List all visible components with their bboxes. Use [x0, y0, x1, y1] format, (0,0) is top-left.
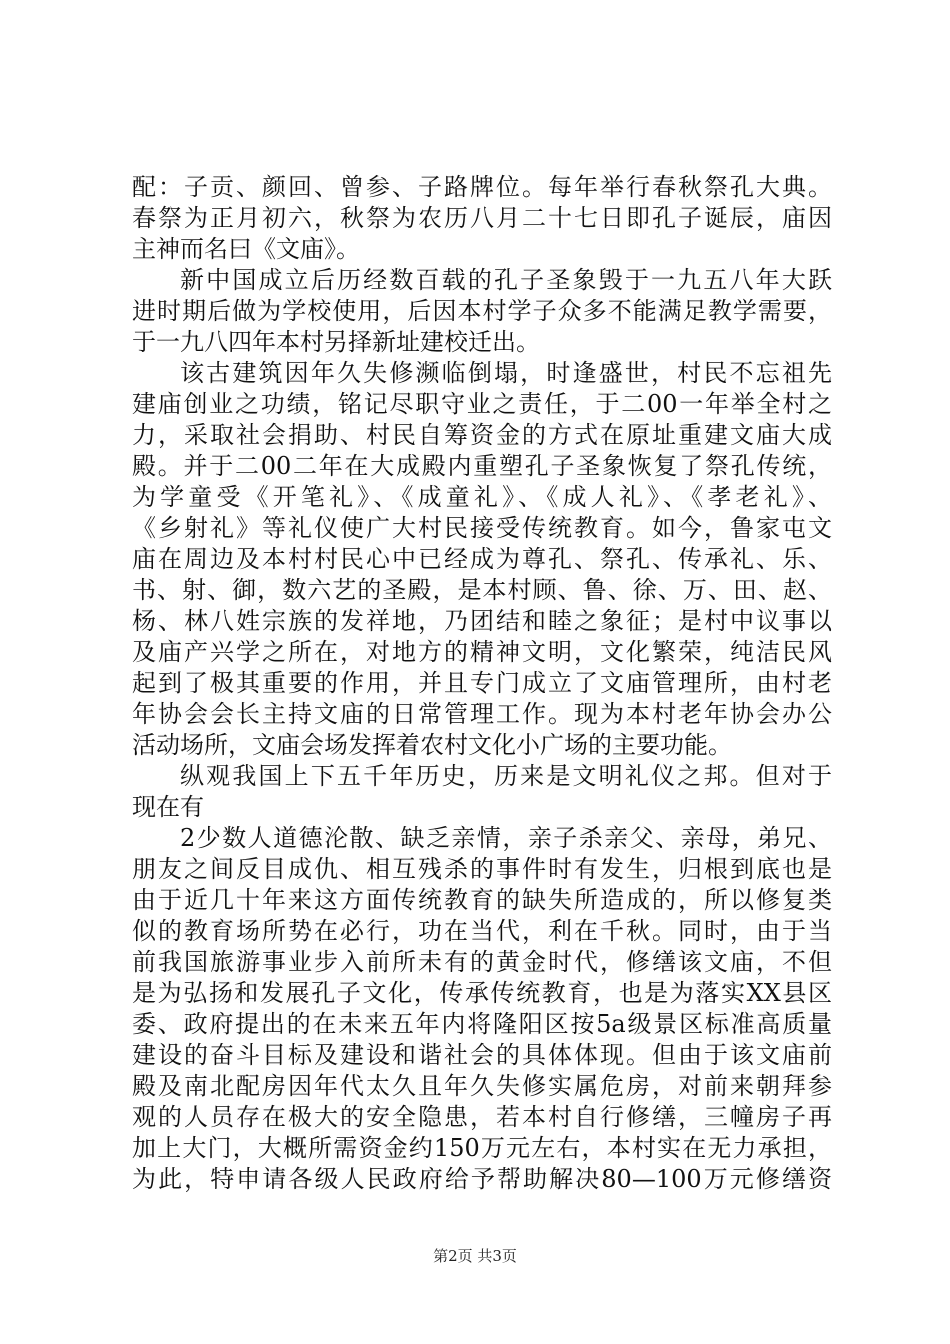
text-line: 新中国成立后历经数百载的孔子圣象毁于一九五八年大跃	[180, 266, 832, 294]
text-line: 加上大门，大概所需资金约150万元左右，本村实在无力承担，	[132, 1134, 832, 1162]
text-line: 杨、林八姓宗族的发祥地，乃团结和睦之象征；是村中议事以	[132, 607, 832, 635]
text-line: 2少数人道德沦散、缺乏亲情，亲子杀亲父、亲母，弟兄、	[180, 824, 832, 852]
text-line: 殿及南北配房因年代太久且年久失修实属危房，对前来朝拜参	[132, 1072, 832, 1100]
text-line: 为学童受《开笔礼》、《成童礼》、《成人礼》、《孝老礼》、	[132, 483, 832, 511]
text-line: 主神而名曰《文庙》。	[132, 235, 360, 263]
text-line: 委、政府提出的在未来五年内将隆阳区按5a级景区标准高质量	[132, 1010, 832, 1038]
text-line: 观的人员存在极大的安全隐患，若本村自行修缮，三幢房子再	[132, 1103, 832, 1131]
text-line: 年协会会长主持文庙的日常管理工作。现为本村老年协会办公	[132, 700, 832, 728]
text-line: 配：子贡、颜回、曾参、子路牌位。每年举行春秋祭孔大典。	[132, 173, 832, 201]
page-number-label: 第2页 共3页	[433, 1247, 517, 1265]
text-line: 起到了极其重要的作用，并且专门成立了文庙管理所，由村老	[132, 669, 832, 697]
text-line: 进时期后做为学校使用，后因本村学子众多不能满足教学需要，	[132, 297, 832, 325]
text-line: 是为弘扬和发展孔子文化，传承传统教育，也是为落实XX县区	[132, 979, 832, 1007]
text-line: 力，采取社会捐助、村民自筹资金的方式在原址重建文庙大成	[132, 421, 832, 449]
text-line: 建设的奋斗目标及建设和谐社会的具体体现。但由于该文庙前	[132, 1041, 832, 1069]
text-line: 活动场所，文庙会场发挥着农村文化小广场的主要功能。	[132, 731, 732, 759]
text-line: 庙在周边及本村村民心中已经成为尊孔、祭孔、传承礼、乐、	[132, 545, 832, 573]
text-line: 于一九八四年本村另择新址建校迁出。	[132, 328, 540, 356]
text-line: 由于近几十年来这方面传统教育的缺失所造成的，所以修复类	[132, 886, 832, 914]
text-line: 前我国旅游事业步入前所未有的黄金时代，修缮该文庙，不但	[132, 948, 832, 976]
text-line: 《乡射礼》等礼仪使广大村民接受传统教育。如今，鲁家屯文	[132, 514, 832, 542]
text-line: 朋友之间反目成仇、相互残杀的事件时有发生，归根到底也是	[132, 855, 832, 883]
text-line: 该古建筑因年久失修濒临倒塌，时逢盛世，村民不忘祖先	[180, 359, 832, 387]
text-line: 现在有	[132, 793, 204, 821]
text-line: 纵观我国上下五千年历史，历来是文明礼仪之邦。但对于	[180, 762, 832, 790]
text-line: 似的教育场所势在必行，功在当代，利在千秋。同时，由于当	[132, 917, 832, 945]
body-text	[132, 172, 832, 1195]
text-line: 书、射、御，数六艺的圣殿，是本村顾、鲁、徐、万、田、赵、	[132, 576, 832, 604]
text-line: 为此，特申请各级人民政府给予帮助解决80—100万元修缮资	[132, 1165, 832, 1193]
page-footer	[0, 1245, 950, 1266]
text-line: 建庙创业之功绩，铭记尽职守业之责任，于二00一年举全村之	[132, 390, 832, 418]
text-line: 春祭为正月初六，秋祭为农历八月二十七日即孔子诞辰，庙因	[132, 204, 832, 232]
text-line: 及庙产兴学之所在，对地方的精神文明，文化繁荣，纯洁民风	[132, 638, 832, 666]
text-line: 殿。并于二00二年在大成殿内重塑孔子圣象恢复了祭孔传统，	[132, 452, 832, 480]
